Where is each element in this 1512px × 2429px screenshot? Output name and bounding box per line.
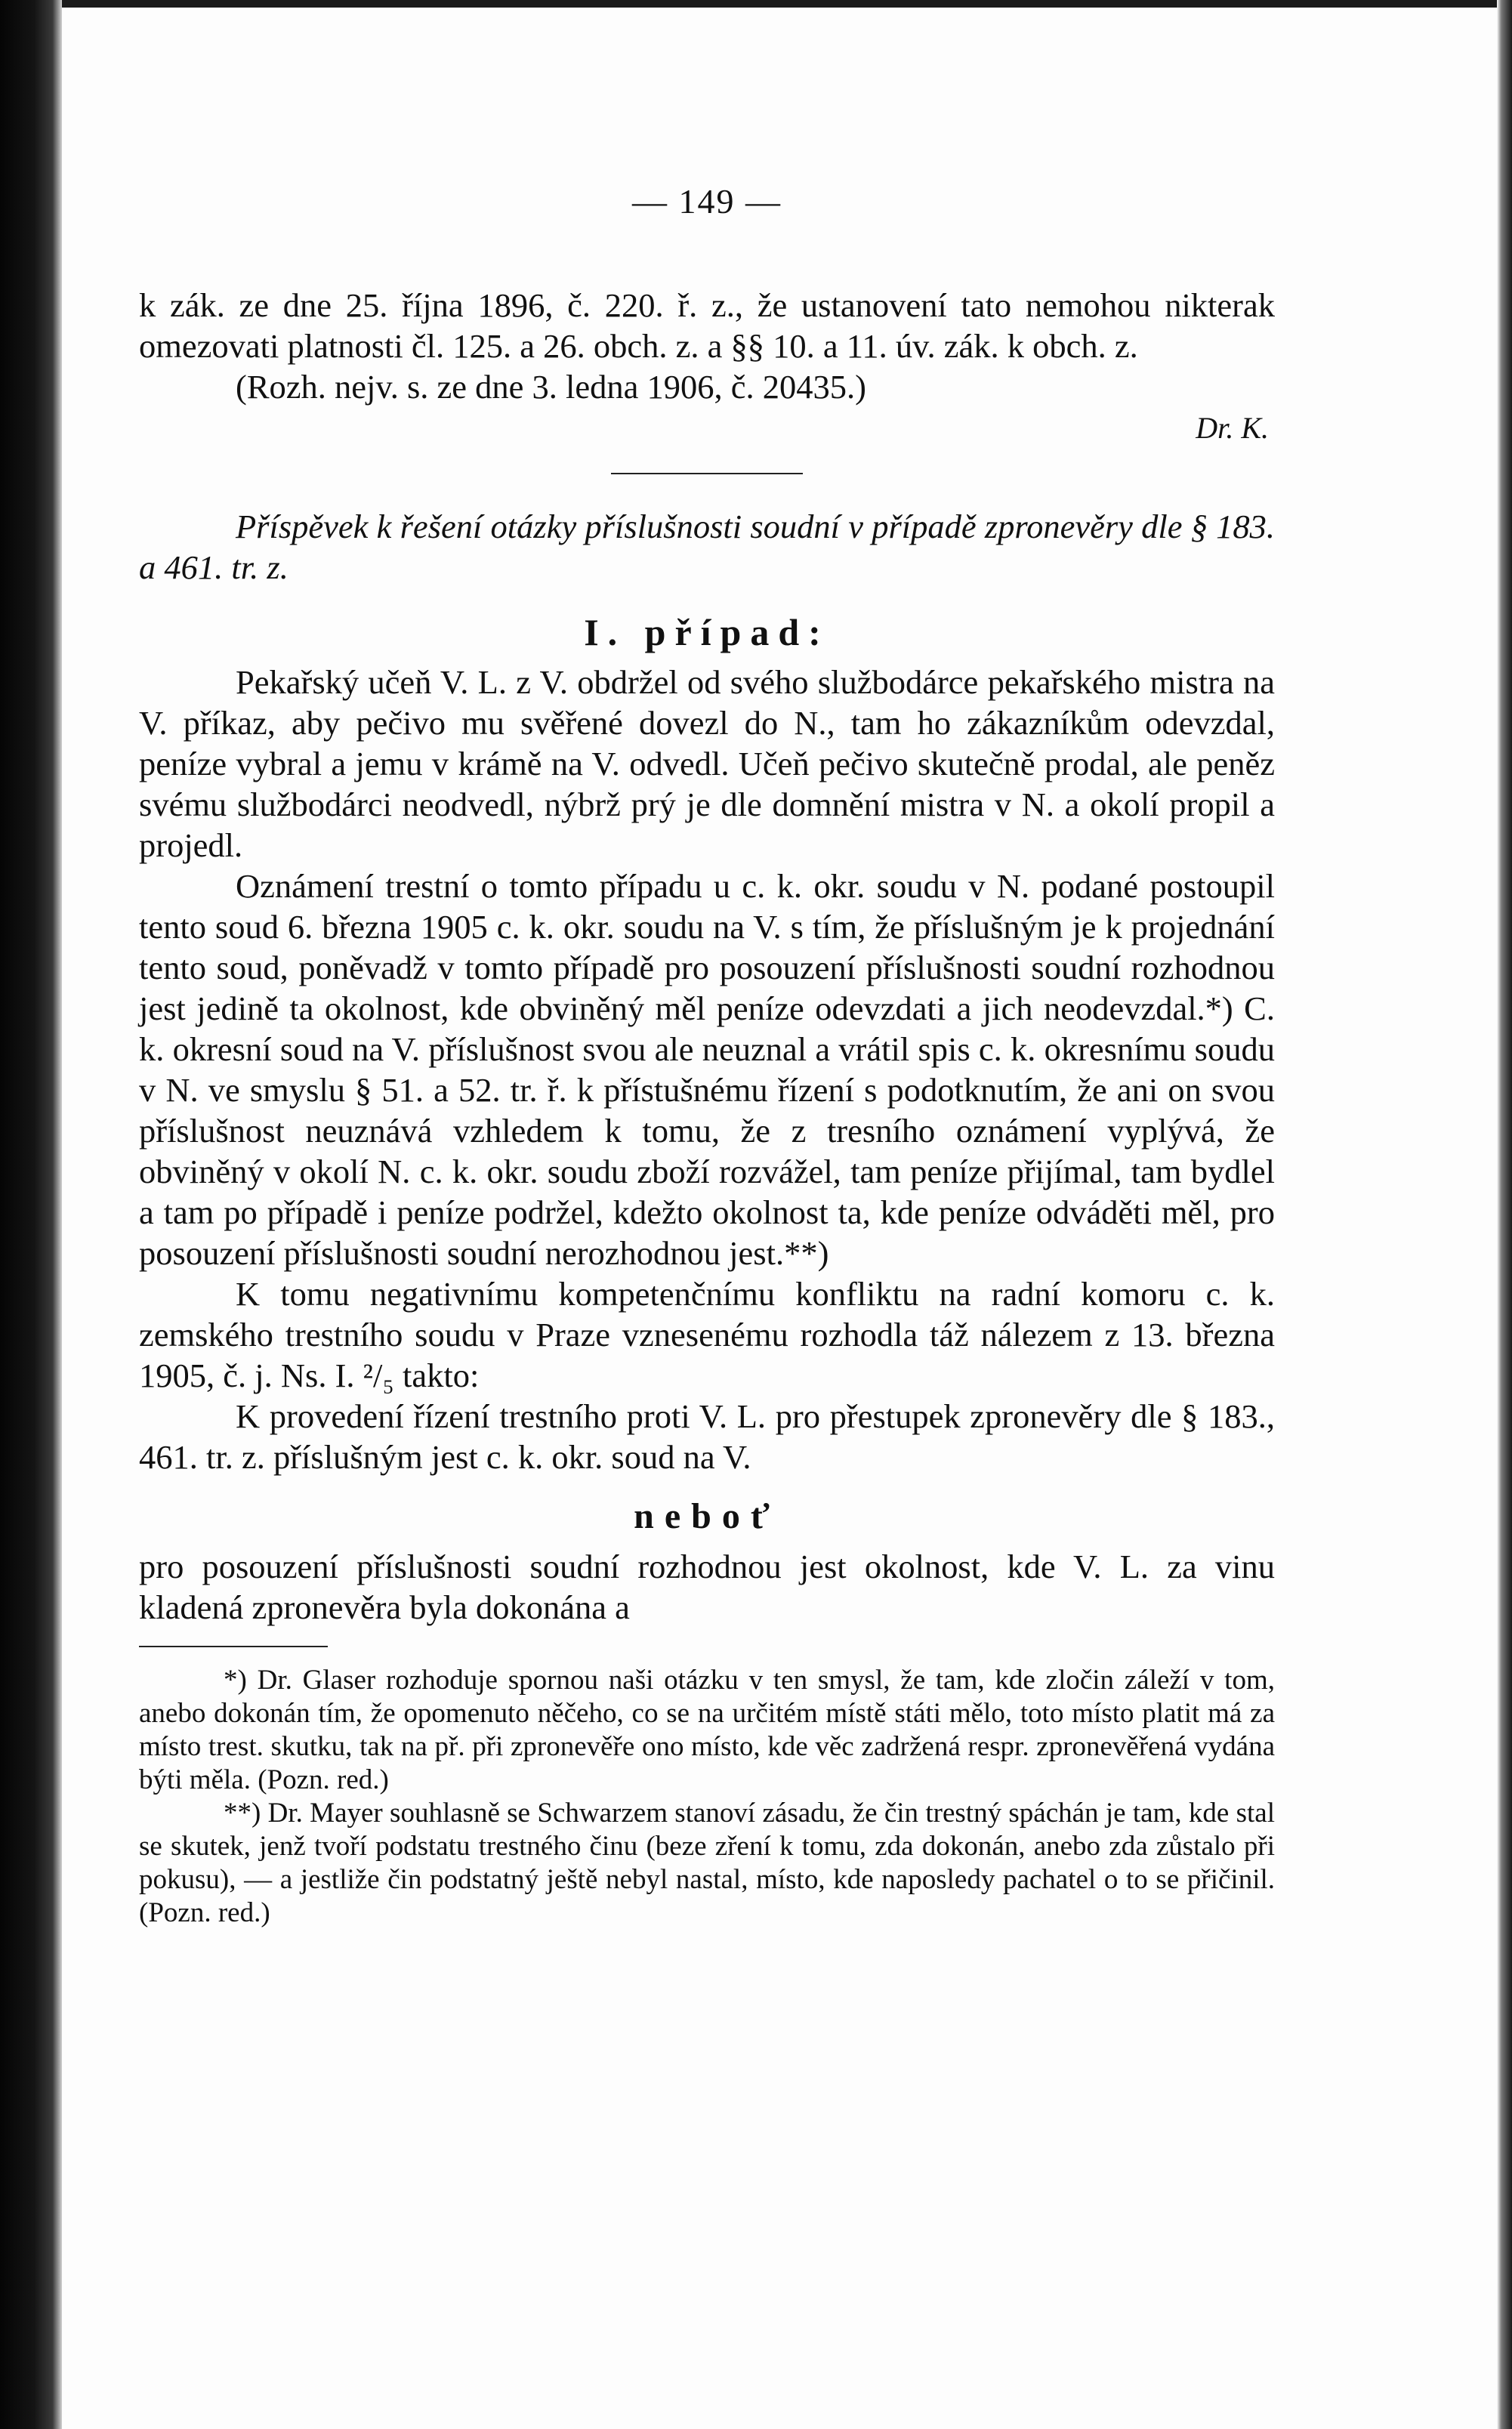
ruling-citation: (Rozh. nejv. s. ze dne 3. ledna 1906, č. 20435.): [236, 368, 866, 406]
case-heading: I. případ:: [584, 611, 830, 653]
page-number: — 149 —: [632, 182, 782, 221]
case-paragraph: K tomu negativnímu kompetenčnímu konfliktu na radní komoru c. k. zemského trestního soudu v Praze vznesenému rozhodla táž nálezem z 13. března 1905, č. j. Ns. I. ²/₅ takto:: [139, 1275, 1275, 1394]
page-content: [139, 181, 1275, 1930]
footnote-divider: [139, 1646, 328, 1647]
article-title: Příspěvek k řešení otázky příslušnosti soudní v případě zpronevěry dle § 183. a 461. tr. z.: [139, 508, 1275, 586]
reasoning-heading: neboť: [634, 1496, 780, 1536]
scan-border-right: [1497, 0, 1512, 2429]
case-paragraph: K provedení řízení trestního proti V. L. pro přestupek zpronevěry dle § 183., 461. tr. z. příslušným jest c. k. okr. soud na V.: [139, 1397, 1275, 1476]
reasoning-paragraph: pro posouzení příslušnosti soudní rozhodnou jest okolnost, kde V. L. za vinu kladená zpronevěra byla dokonána a: [139, 1548, 1275, 1626]
case-paragraph: Oznámení trestní o tomto případu u c. k. okr. soudu v N. podané postoupil tento soud 6. března 1905 c. k. okr. soudu na V. s tím, že příslušným je k projednání tento soud, poněvadž v tomto případě pro posouzení příslušnosti soudní rozhodnou jest jedině ta okolnost, kde obviněný měl peníze odevzdati a jich neodevzdal.*) C. k. okresní soud na V. příslušnost svou ale neuznal a vrátil spis c. k. okresnímu soudu v N. ve smyslu § 51. a 52. tr. ř. k přístušnému řízení s podotknutím, že ani on svou příslušnost neuznává vzhledem k tomu, že z tresního oznámení vyplývá, že obviněný v okolí N. c. k. okr. soudu zboží rozvážel, tam peníze přijímal, tam bydlel a tam po případě i peníze podržel, kdežto okolnost ta, kde peníze odváděti měl, pro posouzení příslušnosti soudní nerozhodnou jest.**): [139, 867, 1275, 1272]
case-paragraph: Pekařský učeň V. L. z V. obdržel od svého službodárce pekařského mistra na V. příkaz, aby pečivo mu svěřené dovezl do N., tam ho zákazníkům odevzdal, peníze vybral a jemu v krámě na V. odvedl. Učeň pečivo skutečně prodal, ale peněz svému službodárci neodvedl, nýbrž prý je dle domnění mistra v N. a okolí propil a projedl.: [139, 663, 1275, 864]
footnote: *) Dr. Glaser rozhoduje spornou naši otázku v ten smysl, že tam, kde zločin záleží v tom, anebo dokonán tím, že opomenuto něčeho, co se na určitém místě státi mělo, toto místo platit má za místo trest. skutku, tak na př. při zpronevěře ono místo, kde věc zadržená respr. zpronevěřená vydána býti měla. (Pozn. red.): [139, 1665, 1275, 1795]
author-signature: Dr. K.: [1196, 411, 1269, 445]
intro-paragraph: k zák. ze dne 25. října 1896, č. 220. ř. z., že ustanovení tato nemohou nikterak omezovati platnosti čl. 125. a 26. obch. z. a §§ 10. a 11. úv. zák. k obch. z.: [139, 286, 1275, 365]
footnote: **) Dr. Mayer souhlasně se Schwarzem stanoví zásadu, že čin trestný spáchán je tam, kde stal se skutek, jenž tvoří podstatu trestného činu (beze zření k tomu, zda dokonán, anebo zda zůstalo při pokusu), — a jestliže čin podstatný ještě nebyl nastal, místo, kde naposledy pachatel o to se přičinil. (Pozn. red.): [139, 1798, 1275, 1928]
scan-border-top: [0, 0, 1512, 8]
scan-border-left: [0, 0, 62, 2429]
section-divider: [611, 473, 803, 474]
